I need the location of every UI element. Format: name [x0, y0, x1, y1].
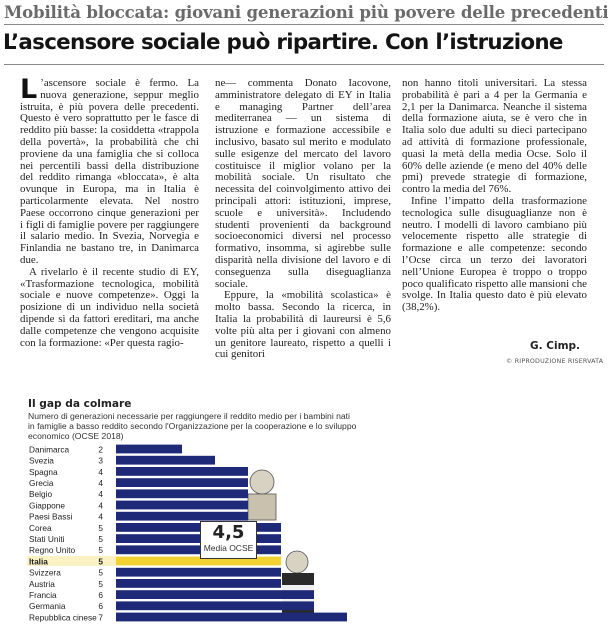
chart-title: Il gap da colmare [28, 398, 132, 410]
col3-paragraph-1: non hanno titoli universitari. La stessa probabilità è pari a 4 per la Germania e 2,1 per la Danimarca. Neanche il sistema della formazione aiuta, se è vero che in Italia solo due adulti su dieci partecipano ad attività di formazione professionale, quasi la metà della media Ocse. Solo il 60% delle aziende (e meno del 40% delle pmi) prevede strategie di formazione, contro la media del 76%. [402, 77, 587, 196]
value-label-austria: 5 [98, 578, 103, 589]
category-label-austria: Austria [29, 578, 55, 589]
bar-austria [116, 579, 281, 588]
value-label-giappone: 4 [98, 500, 103, 511]
value-label-repubblica-cinese: 7 [98, 612, 103, 623]
kicker: Mobilità bloccata: giovani generazioni più povere delle precedenti [4, 2, 608, 22]
bar-danimarca [116, 445, 182, 454]
category-label-danimarca: Danimarca [29, 444, 70, 455]
headline: L’ascensore sociale può ripartire. Con l’istruzione [3, 30, 563, 55]
col2-paragraph-1: ne— commenta Donato Iacovone, amministratore delegato di EY in Italia e managing Partner dell’area mediterranea — un sistema di istruzione e formazione accessibile e inclusivo, basato sul merito e modulato sulle esigenze del mercato del lavoro costituisce il miglior volano per la mobilità sociale. Un risultato che necessita del coinvolgimento attivo dei principali attori: istituzioni, imprese, scuole e università». Includendo studenti provenienti da background socioeconomici diversi nel processo formativo, insomma, si agirebbe sulle disparità nella divisione del lavoro e di conseguenza sulla diseguaglianza sociale. [215, 77, 391, 290]
figure-head-1 [250, 470, 274, 494]
bar-belgio [116, 489, 248, 498]
col1-paragraph-1: L ’ascensore sociale è fermo. La nuova generazione, seppur meglio istruita, è più povera delle precedenti. Questo è vero soprattutto per le fasce di reddito più basse: la cosiddetta «trappola della povertà», la probabilità che chi proviene da una famiglia che si colloca nei percentili bassi della distribuzione del reddito rimanga «bloccata», è alta ovunque in Europa, ma in Italia è particolarmente elevata. Nel nostro Paese occorrono cinque generazioni per i figli di famiglie povere per raggiungere il salario medio. In Svezia, Norvegia e Finlandia ne bastano tre, in Danimarca due. [20, 74, 199, 266]
chart-subtitle: Numero di generazioni necessarie per raggiungere il reddito medio per i bambini nati in famiglie a basso reddito secondo l'Organizzazione per la cooperazione e lo sviluppo economico (OCSE 2018) [28, 411, 357, 441]
value-label-germania: 6 [98, 601, 103, 612]
category-label-regno-unito: Regno Unito [29, 545, 76, 556]
bar-giappone [116, 501, 248, 510]
category-label-spagna: Spagna [29, 466, 58, 477]
author-signature: G. Cimp. [530, 340, 581, 352]
col3-paragraph-2: Infine l’impatto della trasformazione tecnologica sulle disuguaglianze non è neutro. I modelli di lavoro cambiano più velocemente rispetto alle strategie di formazione e alle competenze: secondo l’Ocse circa un terzo dei lavoratori nell’Unione Europea è troppo o troppo poco qualificato rispetto alle mansioni che svolge. In Italia questo dato è più elevato (38,2%). [402, 194, 587, 314]
category-label-svizzera: Svizzera [29, 567, 61, 578]
bar-repubblica-cinese [116, 613, 347, 622]
bar-grecia [116, 478, 248, 487]
category-label-corea: Corea [29, 522, 52, 533]
article-column-1 [20, 74, 199, 349]
category-label-italia: Italia [29, 556, 48, 567]
value-label-paesi-bassi: 4 [98, 511, 103, 522]
article-column-2 [215, 78, 391, 361]
value-label-francia: 6 [98, 590, 103, 600]
copyright-notice: © RIPRODUZIONE RISERVATA [506, 358, 604, 365]
category-label-belgio: Belgio [29, 489, 53, 500]
value-label-spagna: 4 [98, 466, 103, 477]
value-label-corea: 5 [98, 522, 103, 533]
oecd-average-value: 4,5 [212, 522, 245, 543]
value-label-belgio: 4 [98, 489, 103, 500]
oecd-average-label: Media OCSE [203, 543, 254, 553]
category-label-svezia: Svezia [29, 455, 54, 466]
figure-body-1 [248, 494, 276, 520]
category-label-germania: Germania [29, 601, 66, 612]
rule-headline [4, 64, 604, 65]
figure-head-2 [286, 551, 308, 573]
chart-rows [27, 444, 347, 622]
category-label-paesi-bassi: Paesi Bassi [29, 511, 73, 522]
value-label-stati-uniti: 5 [98, 534, 103, 544]
category-label-francia: Francia [29, 590, 57, 600]
dropcap: L [20, 74, 38, 105]
bar-svezia [116, 456, 215, 465]
category-label-repubblica-cinese: Repubblica cinese [29, 612, 97, 623]
category-label-giappone: Giappone [29, 500, 65, 511]
value-label-regno-unito: 5 [98, 545, 103, 556]
bar-francia [116, 590, 314, 599]
oecd-average-box [200, 521, 257, 559]
value-label-danimarca: 2 [98, 444, 103, 455]
value-label-svezia: 3 [98, 455, 103, 466]
bar-chart [0, 440, 360, 625]
bar-spagna [116, 467, 248, 476]
category-label-grecia: Grecia [29, 478, 54, 488]
figure-body-2 [282, 573, 314, 585]
bar-svizzera [116, 568, 281, 577]
category-label-stati-uniti: Stati Uniti [29, 534, 65, 544]
rule-top [4, 24, 604, 25]
value-label-italia: 5 [98, 556, 103, 567]
article-column-3 [402, 78, 587, 314]
bar-paesi-bassi [116, 512, 248, 521]
col1-paragraph-2: A rivelarlo è il recente studio di EY, «Trasformazione tecnologica, mobilità sociale e nuove competenze». Oggi la posizione di un individuo nella società dipende sì da fattori ereditari, ma anche dalle competenze che vengono acquisite con la formazione: «Per questa ragio- [20, 265, 199, 349]
bar-germania [116, 601, 314, 610]
col2-paragraph-2: Eppure, la «mobilità scolastica» è molto bassa. Secondo la ricerca, in Italia la probabilità di laureursi è 5,6 volte più alta per i giovani con almeno un genitore laureato, rispetto a quelli i cui genitori [215, 289, 391, 361]
value-label-svizzera: 5 [98, 567, 103, 578]
value-label-grecia: 4 [98, 478, 103, 488]
